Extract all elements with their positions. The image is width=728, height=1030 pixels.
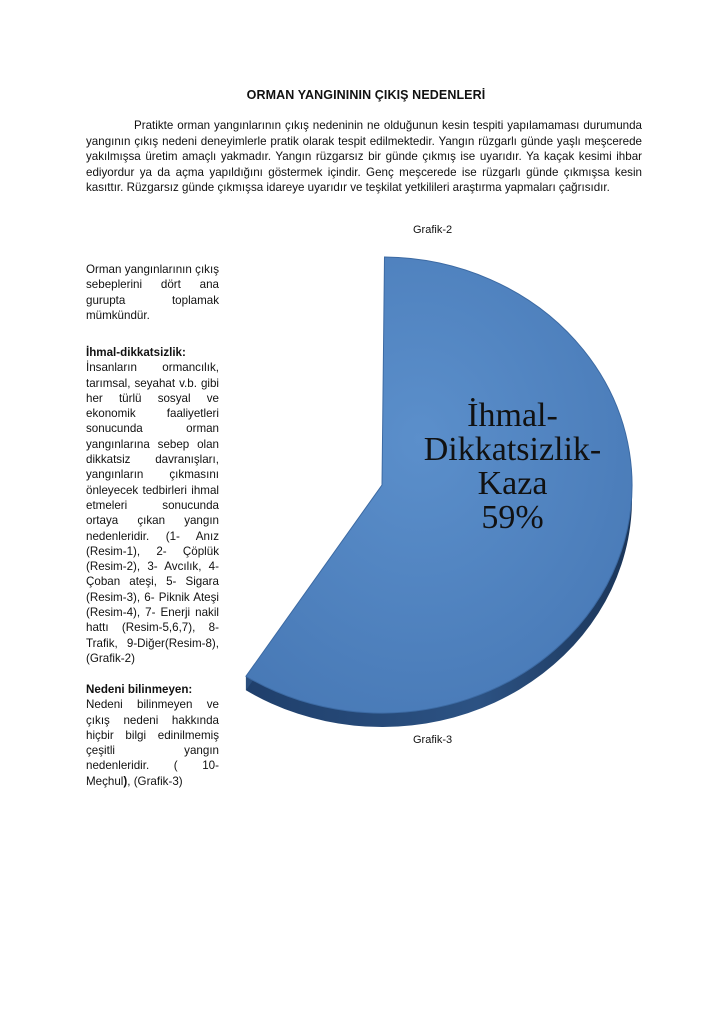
- page-title: ORMAN YANGINININ ÇIKIŞ NEDENLERİ: [246, 88, 486, 102]
- pie-label-line-0: İhmal-: [467, 397, 558, 434]
- ihmal-text: İnsanların ormancılık, tarımsal, seyahat v.b. gibi her türlü sosyal ve ekonomik faaliyetleri sonucunda orman yangınlarına sebep olan dikkatsiz davranışları, yangınların çıkmasını önleyecek tedbirleri ihmal etmeleri sonucunda ortaya çıkan yangın nedenleridir. (1- Anız (Resim-1), 2- Çöplük (Resim-2), 3- Avcılık, 4- Çoban ateşi, 5- Sigara (Resim-3), 6- Piknik Ateşi (Resim-4), 7- Enerji nakil hattı (Resim-5,6,7), 8- Trafik, 9-Diğer(Resim-8),(Grafik-2): [86, 361, 219, 665]
- ihmal-section: [86, 345, 219, 666]
- ihmal-heading: İhmal-dikkatsizlik:: [86, 346, 186, 359]
- side-intro-paragraph: Orman yangınlarının çıkış sebeplerini dört ana gurupta toplamak mümkündür.: [86, 263, 219, 322]
- nedeni-bold-paren: ): [123, 774, 128, 788]
- nedeni-text: Nedeni bilinmeyen ve çıkış nedeni hakkında hiçbir bilgi edinilmemiş çeşitli yangın nedenleridir. ( 10- Meçhul: [86, 698, 219, 788]
- grafik-2-caption: Grafik-2: [413, 224, 453, 236]
- nedeni-tail: , (Grafik-3): [127, 774, 183, 788]
- nedeni-heading: Nedeni bilinmeyen:: [86, 683, 193, 696]
- intro-text: Pratikte orman yangınlarının çıkış nedeninin ne olduğunun kesin tespiti yapılamaması durumunda yangının çıkış nedeni deneyimlerle pratik olarak tespit edilmektedir. Yangın rüzgarlı günde yaşlı meşcerede yakılmışsa üretim amaçlı yakmadır. Yangın rüzgarsız bir günde çıkmış ise uyarıdır. Ya kaçak kesimi ihbar ediyordur ya da açma yapıldığını göstermek içindir. Genç meşcerede ise rüzgarlı günde çıkmışsa kesin kasıttır. Rüzgarsız günde çıkmışsa idareye uyarıdır ve teşkilat yetkilileri araştırma yapmaları çağrısıdır.: [86, 119, 642, 195]
- pie-label-line-3: 59%: [481, 499, 544, 536]
- pie-label-line-1: Dikkatsizlik-: [423, 431, 602, 468]
- grafik-3-caption: Grafik-3: [413, 734, 453, 746]
- pie-label-line-2: Kaza: [477, 465, 548, 502]
- nedeni-section: [86, 682, 219, 789]
